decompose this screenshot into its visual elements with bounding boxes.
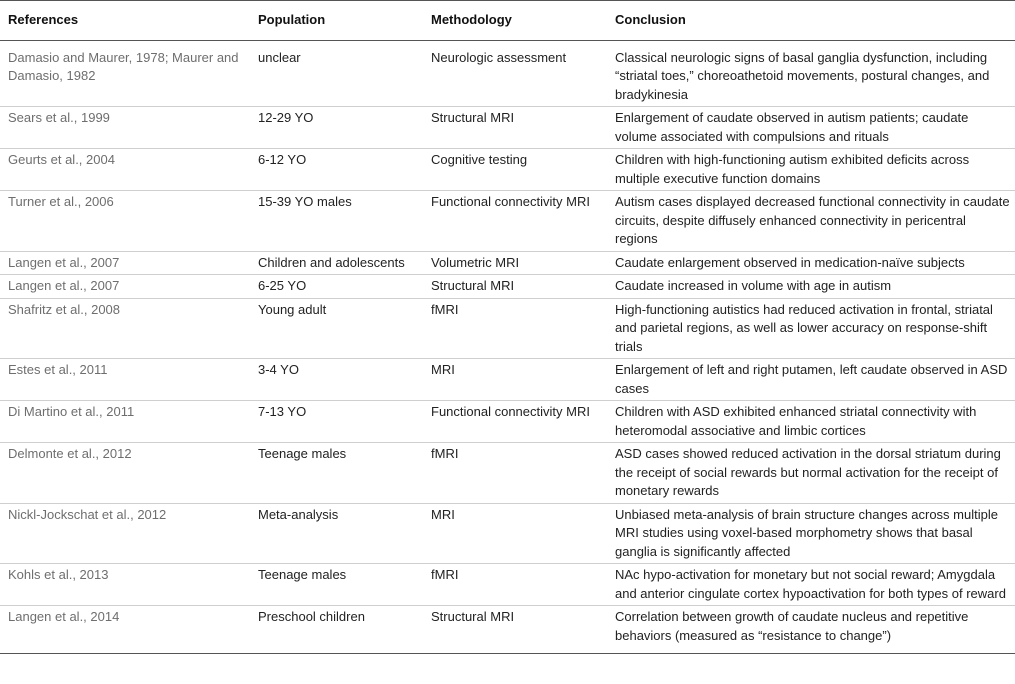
methodology-cell: Structural MRI: [423, 275, 607, 299]
reference-cell: Damasio and Maurer, 1978; Maurer and Damasio, 1982: [0, 40, 250, 107]
population-cell: 3-4 YO: [250, 359, 423, 401]
conclusion-cell: Enlargement of left and right putamen, left caudate observed in ASD cases: [607, 359, 1015, 401]
population-cell: Preschool children: [250, 606, 423, 654]
reference-cell: Kohls et al., 2013: [0, 564, 250, 606]
conclusion-cell: ASD cases showed reduced activation in the dorsal striatum during the receipt of social rewards but normal activation for the receipt of monetary rewards: [607, 443, 1015, 504]
table-row: [0, 443, 1015, 504]
population-cell: 12-29 YO: [250, 107, 423, 149]
methodology-cell: Neurologic assessment: [423, 40, 607, 107]
table-row: [0, 275, 1015, 299]
conclusion-cell: Classical neurologic signs of basal ganglia dysfunction, including “striatal toes,” choreoathetoid movements, postural changes, and bradykinesia: [607, 40, 1015, 107]
header-population: Population: [250, 1, 423, 41]
methodology-cell: Structural MRI: [423, 107, 607, 149]
population-cell: Teenage males: [250, 564, 423, 606]
methodology-cell: fMRI: [423, 564, 607, 606]
table-row: [0, 503, 1015, 564]
reference-cell: Langen et al., 2014: [0, 606, 250, 654]
conclusion-cell: Correlation between growth of caudate nucleus and repetitive behaviors (measured as “resistance to change”): [607, 606, 1015, 654]
methodology-cell: MRI: [423, 359, 607, 401]
methodology-cell: Functional connectivity MRI: [423, 401, 607, 443]
table-row: [0, 191, 1015, 252]
population-cell: unclear: [250, 40, 423, 107]
population-cell: Young adult: [250, 298, 423, 359]
methodology-cell: MRI: [423, 503, 607, 564]
population-cell: 15-39 YO males: [250, 191, 423, 252]
population-cell: Teenage males: [250, 443, 423, 504]
conclusion-cell: Autism cases displayed decreased functional connectivity in caudate circuits, despite diffusely enhanced connectivity in pericentral regions: [607, 191, 1015, 252]
methodology-cell: Functional connectivity MRI: [423, 191, 607, 252]
reference-cell: Delmonte et al., 2012: [0, 443, 250, 504]
reference-cell: Turner et al., 2006: [0, 191, 250, 252]
reference-cell: Geurts et al., 2004: [0, 149, 250, 191]
population-cell: Children and adolescents: [250, 251, 423, 275]
conclusion-cell: Caudate enlargement observed in medication-naïve subjects: [607, 251, 1015, 275]
table-row: [0, 149, 1015, 191]
header-references: References: [0, 1, 250, 41]
table-row: [0, 606, 1015, 654]
table-row: [0, 107, 1015, 149]
population-cell: Meta-analysis: [250, 503, 423, 564]
table-row: [0, 564, 1015, 606]
reference-cell: Estes et al., 2011: [0, 359, 250, 401]
conclusion-cell: Children with ASD exhibited enhanced striatal connectivity with heteromodal associative and limbic cortices: [607, 401, 1015, 443]
reference-cell: Shafritz et al., 2008: [0, 298, 250, 359]
methodology-cell: fMRI: [423, 298, 607, 359]
header-row: [0, 1, 1015, 41]
table-row: [0, 401, 1015, 443]
population-cell: 7-13 YO: [250, 401, 423, 443]
reference-cell: Langen et al., 2007: [0, 251, 250, 275]
reference-cell: Nickl-Jockschat et al., 2012: [0, 503, 250, 564]
conclusion-cell: NAc hypo-activation for monetary but not social reward; Amygdala and anterior cingulate cortex hypoactivation for both types of reward: [607, 564, 1015, 606]
header-conclusion: Conclusion: [607, 1, 1015, 41]
reference-cell: Langen et al., 2007: [0, 275, 250, 299]
conclusion-cell: Enlargement of caudate observed in autism patients; caudate volume associated with compulsions and rituals: [607, 107, 1015, 149]
methodology-cell: Structural MRI: [423, 606, 607, 654]
reference-cell: Di Martino et al., 2011: [0, 401, 250, 443]
methodology-cell: Cognitive testing: [423, 149, 607, 191]
methodology-cell: Volumetric MRI: [423, 251, 607, 275]
table-row: [0, 359, 1015, 401]
conclusion-cell: High-functioning autistics had reduced activation in frontal, striatal and parietal regions, as well as lower accuracy on response-shift trials: [607, 298, 1015, 359]
population-cell: 6-12 YO: [250, 149, 423, 191]
table-body: [0, 40, 1015, 654]
population-cell: 6-25 YO: [250, 275, 423, 299]
table-row: [0, 251, 1015, 275]
reference-cell: Sears et al., 1999: [0, 107, 250, 149]
conclusion-cell: Unbiased meta-analysis of brain structure changes across multiple MRI studies using voxel-based morphometry shows that basal ganglia is significantly affected: [607, 503, 1015, 564]
methodology-cell: fMRI: [423, 443, 607, 504]
conclusion-cell: Children with high-functioning autism exhibited deficits across multiple executive function domains: [607, 149, 1015, 191]
header-methodology: Methodology: [423, 1, 607, 41]
table-row: [0, 298, 1015, 359]
conclusion-cell: Caudate increased in volume with age in autism: [607, 275, 1015, 299]
table-row: [0, 40, 1015, 107]
table-header: [0, 1, 1015, 41]
